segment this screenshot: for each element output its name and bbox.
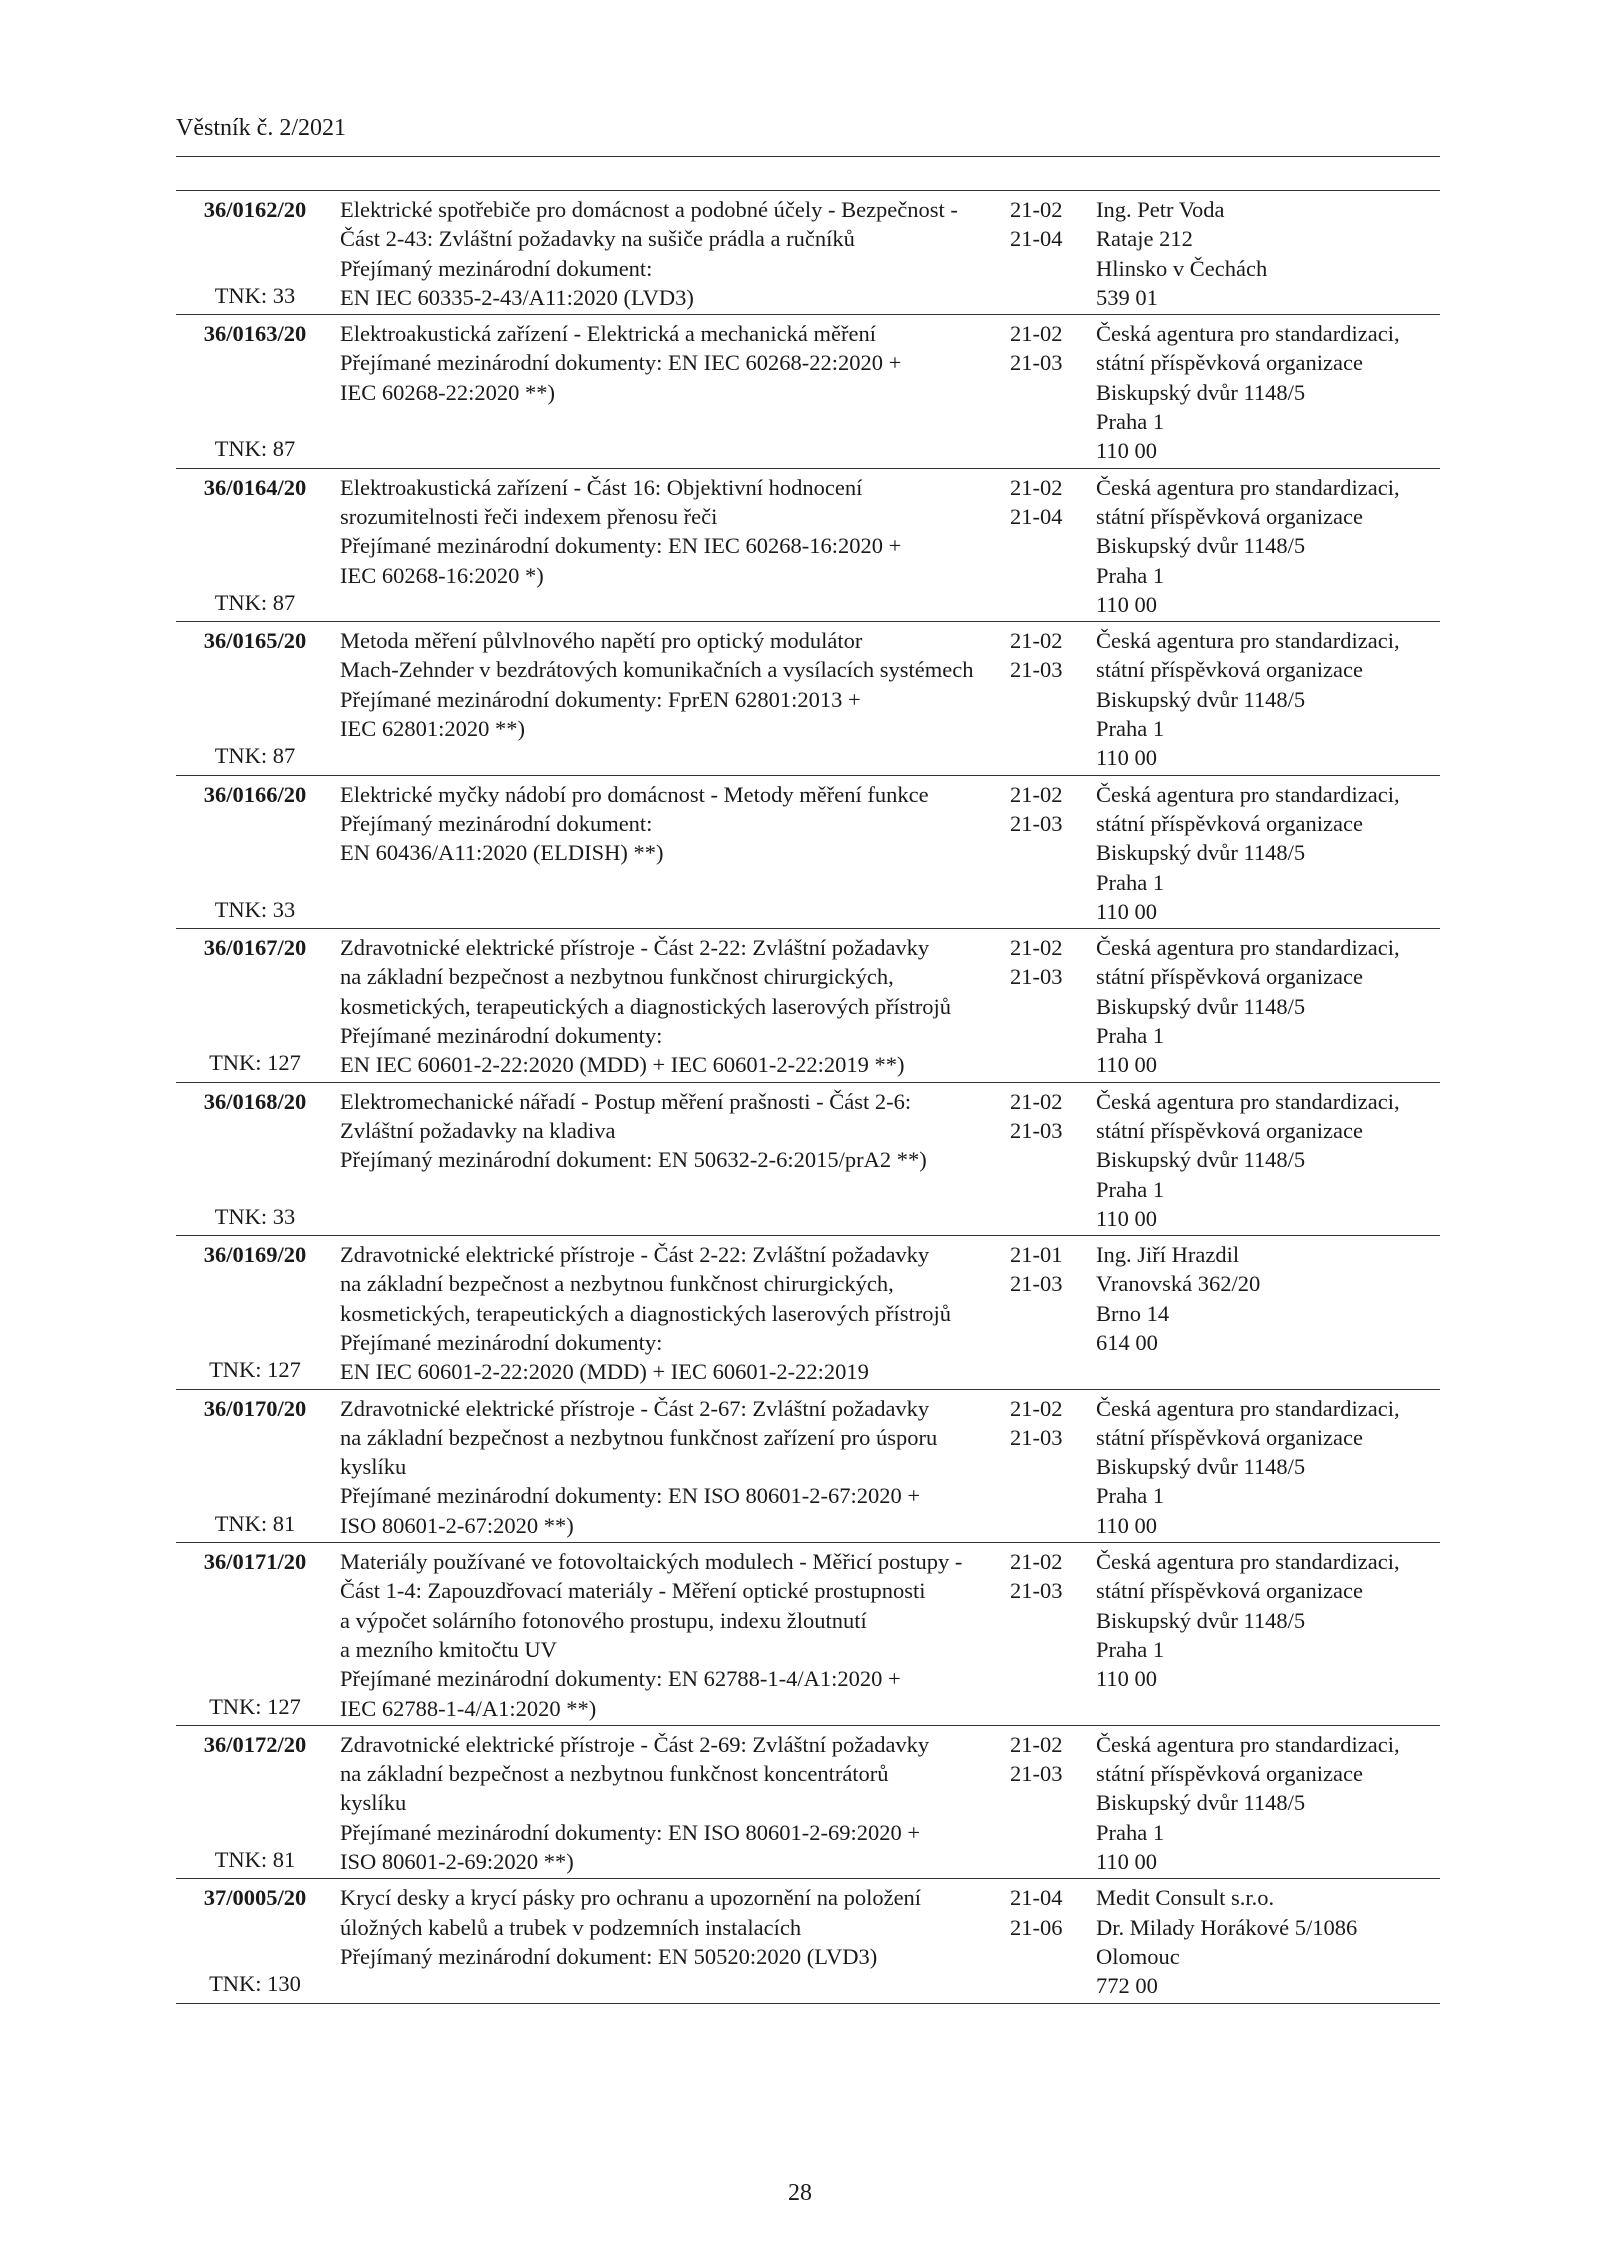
row-identifier-cell — [176, 1087, 320, 1233]
address-line: Praha 1 — [1096, 409, 1165, 435]
date-code: 21-02 — [1010, 1088, 1063, 1114]
description-line: Mach-Zehnder v bezdrátových komunikačních a vysílacích systémech — [340, 657, 974, 683]
description-line: Elektroakustická zařízení - Část 16: Objektivní hodnocení — [340, 474, 863, 500]
address-line: Biskupský dvůr 1148/5 — [1096, 379, 1306, 405]
address-line: Česká agentura pro standardizaci, — [1096, 1088, 1400, 1114]
row-identifier-cell — [176, 1240, 320, 1386]
document-number: 36/0162/20 — [203, 197, 307, 222]
description-line: Přejímané mezinárodní dokumenty: EN ISO 80601-2-69:2020 + — [340, 1819, 921, 1845]
address-line: Praha 1 — [1096, 562, 1165, 588]
description-line: kyslíku — [340, 1454, 407, 1480]
table-row — [176, 1083, 1440, 1236]
description-line: Přejímaný mezinárodní dokument: — [340, 255, 653, 281]
address-line: 110 00 — [1096, 1512, 1158, 1538]
address-line: Praha 1 — [1096, 1176, 1165, 1202]
description-line: Přejímané mezinárodní dokumenty: EN IEC 60268-16:2020 + — [340, 533, 902, 559]
table-row — [176, 776, 1440, 929]
description-line: IEC 62801:2020 **) — [340, 716, 525, 742]
description-line: Metoda měření půlvlnového napětí pro optický modulátor — [340, 628, 863, 654]
description-line: Zvláštní požadavky na kladiva — [340, 1117, 616, 1143]
description-line: Přejímané mezinárodní dokumenty: EN ISO 80601-2-67:2020 + — [340, 1483, 921, 1509]
address-line: Česká agentura pro standardizaci, — [1096, 781, 1400, 807]
address-line: Česká agentura pro standardizaci, — [1096, 1395, 1400, 1421]
date-code: 21-02 — [1010, 1549, 1063, 1575]
date-code: 21-03 — [1010, 810, 1063, 836]
dates-cell — [1000, 1087, 1092, 1233]
description-cell — [320, 1394, 1000, 1540]
date-code: 21-04 — [1010, 226, 1063, 252]
date-code: 21-02 — [1010, 935, 1063, 961]
date-code: 21-02 — [1010, 781, 1063, 807]
description-cell — [320, 195, 1000, 312]
address-line: 110 00 — [1096, 438, 1158, 464]
description-line: Přejímané mezinárodní dokumenty: — [340, 1329, 663, 1355]
address-line: Biskupský dvůr 1148/5 — [1096, 840, 1306, 866]
tnk-committee: TNK: 33 — [214, 282, 296, 308]
address-line: Česká agentura pro standardizaci, — [1096, 474, 1400, 500]
description-cell — [320, 1547, 1000, 1723]
description-line: ISO 80601-2-69:2020 **) — [340, 1849, 574, 1875]
row-identifier-cell — [176, 1883, 320, 2000]
processor-address-cell — [1092, 1547, 1440, 1723]
dates-cell — [1000, 626, 1092, 772]
table-row — [176, 1543, 1440, 1726]
row-identifier-cell — [176, 473, 320, 619]
table-row — [176, 1236, 1440, 1389]
address-line: Praha 1 — [1096, 1023, 1165, 1049]
row-identifier-cell — [176, 933, 320, 1079]
address-line: Dr. Milady Horákové 5/1086 — [1096, 1914, 1358, 1940]
row-identifier-cell — [176, 1547, 320, 1723]
processor-address-cell — [1092, 933, 1440, 1079]
address-line: 110 00 — [1096, 1205, 1158, 1231]
address-line: Brno 14 — [1096, 1300, 1170, 1326]
description-line: IEC 60268-22:2020 **) — [340, 379, 555, 405]
processor-address-cell — [1092, 780, 1440, 926]
date-code: 21-02 — [1010, 474, 1063, 500]
description-line: kyslíku — [340, 1790, 407, 1816]
dates-cell — [1000, 1240, 1092, 1386]
tnk-committee: TNK: 33 — [214, 1203, 296, 1229]
dates-cell — [1000, 195, 1092, 312]
tnk-committee: TNK: 127 — [209, 1357, 301, 1383]
processor-address-cell — [1092, 1883, 1440, 2000]
table-row — [176, 469, 1440, 622]
description-line: Elektromechanické nářadí - Postup měření prašnosti - Část 2-6: — [340, 1088, 912, 1114]
processor-address-cell — [1092, 1087, 1440, 1233]
row-identifier-cell — [176, 1730, 320, 1876]
description-line: a mezního kmitočtu UV — [340, 1636, 557, 1662]
row-identifier-cell — [176, 319, 320, 465]
date-code: 21-03 — [1010, 1578, 1063, 1604]
address-line: Medit Consult s.r.o. — [1096, 1885, 1275, 1911]
table-row — [176, 929, 1440, 1082]
address-line: 772 00 — [1096, 1973, 1158, 1999]
description-line: Elektrické myčky nádobí pro domácnost - Metody měření funkce — [340, 781, 929, 807]
table-row — [176, 191, 1440, 315]
address-line: státní příspěvková organizace — [1096, 657, 1363, 683]
table-row — [176, 622, 1440, 775]
description-line: ISO 80601-2-67:2020 **) — [340, 1512, 574, 1538]
description-line: na základní bezpečnost a nezbytnou funkčnost chirurgických, — [340, 1271, 894, 1297]
description-line: EN IEC 60601-2-22:2020 (MDD) + IEC 60601-2-22:2019 **) — [340, 1052, 905, 1078]
date-code: 21-02 — [1010, 628, 1063, 654]
tnk-committee: TNK: 127 — [209, 1050, 301, 1076]
description-line: Zdravotnické elektrické přístroje - Část 2-22: Zvláštní požadavky — [340, 935, 930, 961]
date-code: 21-04 — [1010, 1885, 1063, 1911]
document-number: 36/0168/20 — [203, 1088, 307, 1114]
description-line: IEC 60268-16:2020 *) — [340, 562, 544, 588]
date-code: 21-02 — [1010, 197, 1063, 222]
row-identifier-cell — [176, 195, 320, 312]
address-line: 110 00 — [1096, 1849, 1158, 1875]
address-line: 539 01 — [1096, 284, 1158, 310]
publication-title: Věstník č. 2/2021 — [176, 115, 346, 141]
address-line: Biskupský dvůr 1148/5 — [1096, 533, 1306, 559]
description-line: úložných kabelů a trubek v podzemních instalacích — [340, 1914, 802, 1940]
description-line: EN IEC 60601-2-22:2020 (MDD) + IEC 60601-2-22:2019 — [340, 1359, 869, 1385]
processor-address-cell — [1092, 626, 1440, 772]
dates-cell — [1000, 933, 1092, 1079]
description-line: Elektroakustická zařízení - Elektrická a mechanická měření — [340, 321, 876, 347]
description-line: na základní bezpečnost a nezbytnou funkčnost koncentrátorů — [340, 1761, 889, 1787]
description-line: na základní bezpečnost a nezbytnou funkčnost chirurgických, — [340, 964, 894, 990]
document-number: 37/0005/20 — [203, 1885, 307, 1911]
address-line: Biskupský dvůr 1148/5 — [1096, 686, 1306, 712]
table-row — [176, 1726, 1440, 1879]
description-line: Část 2-43: Zvláštní požadavky na sušiče prádla a ručníků — [340, 226, 855, 252]
address-line: 614 00 — [1096, 1329, 1158, 1355]
description-line: srozumitelnosti řeči indexem přenosu řeči — [340, 503, 718, 529]
tnk-committee: TNK: 127 — [209, 1693, 301, 1719]
description-cell — [320, 626, 1000, 772]
address-line: Biskupský dvůr 1148/5 — [1096, 1790, 1306, 1816]
description-line: Přejímané mezinárodní dokumenty: EN 62788-1-4/A1:2020 + — [340, 1666, 901, 1692]
processor-address-cell — [1092, 473, 1440, 619]
description-line: Přejímaný mezinárodní dokument: EN 50520:2020 (LVD3) — [340, 1943, 878, 1969]
standards-table — [176, 190, 1440, 2004]
processor-address-cell — [1092, 319, 1440, 465]
row-identifier-cell — [176, 626, 320, 772]
table-row — [176, 1390, 1440, 1543]
processor-address-cell — [1092, 195, 1440, 312]
address-line: 110 00 — [1096, 745, 1158, 771]
description-cell — [320, 780, 1000, 926]
date-code: 21-02 — [1010, 1395, 1063, 1421]
page-number: 28 — [788, 2180, 812, 2206]
address-line: Praha 1 — [1096, 869, 1165, 895]
description-line: Část 1-4: Zapouzdřovací materiály - Měření optické prostupnosti — [340, 1578, 926, 1604]
tnk-committee: TNK: 130 — [209, 1971, 301, 1997]
processor-address-cell — [1092, 1730, 1440, 1876]
description-line: na základní bezpečnost a nezbytnou funkčnost zařízení pro úsporu — [340, 1424, 938, 1450]
description-line: Zdravotnické elektrické přístroje - Část 2-22: Zvláštní požadavky — [340, 1242, 930, 1268]
address-line: Hlinsko v Čechách — [1096, 255, 1268, 281]
date-code: 21-03 — [1010, 1761, 1063, 1787]
document-number: 36/0167/20 — [203, 935, 307, 961]
date-code: 21-03 — [1010, 964, 1063, 990]
description-cell — [320, 1240, 1000, 1386]
description-line: Přejímané mezinárodní dokumenty: — [340, 1023, 663, 1049]
dates-cell — [1000, 319, 1092, 465]
row-identifier-cell — [176, 780, 320, 926]
address-line: státní příspěvková organizace — [1096, 810, 1363, 836]
address-line: státní příspěvková organizace — [1096, 1761, 1363, 1787]
description-cell — [320, 933, 1000, 1079]
tnk-committee: TNK: 33 — [214, 896, 296, 922]
date-code: 21-03 — [1010, 657, 1063, 683]
address-line: státní příspěvková organizace — [1096, 1424, 1363, 1450]
date-code: 21-01 — [1010, 1242, 1063, 1268]
description-line: EN 60436/A11:2020 (ELDISH) **) — [340, 840, 664, 866]
page-header — [176, 112, 1440, 157]
document-number: 36/0169/20 — [203, 1242, 307, 1268]
address-line: Biskupský dvůr 1148/5 — [1096, 1454, 1306, 1480]
description-line: EN IEC 60335-2-43/A11:2020 (LVD3) — [340, 284, 694, 310]
address-line: Biskupský dvůr 1148/5 — [1096, 993, 1306, 1019]
dates-cell — [1000, 780, 1092, 926]
description-line: IEC 62788-1-4/A1:2020 **) — [340, 1695, 597, 1721]
address-line: Česká agentura pro standardizaci, — [1096, 321, 1400, 347]
tnk-committee: TNK: 81 — [214, 1847, 296, 1873]
document-number: 36/0163/20 — [203, 321, 307, 347]
address-line: Biskupský dvůr 1148/5 — [1096, 1147, 1306, 1173]
date-code: 21-03 — [1010, 1424, 1063, 1450]
address-line: státní příspěvková organizace — [1096, 1117, 1363, 1143]
tnk-committee: TNK: 81 — [214, 1510, 296, 1536]
address-line: Praha 1 — [1096, 1819, 1165, 1845]
description-cell — [320, 473, 1000, 619]
description-line: Zdravotnické elektrické přístroje - Část 2-67: Zvláštní požadavky — [340, 1395, 930, 1421]
address-line: Česká agentura pro standardizaci, — [1096, 628, 1400, 654]
address-line: 110 00 — [1096, 898, 1158, 924]
description-line: Přejímané mezinárodní dokumenty: FprEN 62801:2013 + — [340, 686, 861, 712]
date-code: 21-04 — [1010, 503, 1063, 529]
row-identifier-cell — [176, 1394, 320, 1540]
address-line: Česká agentura pro standardizaci, — [1096, 1731, 1400, 1757]
address-line: státní příspěvková organizace — [1096, 964, 1363, 990]
description-line: kosmetických, terapeutických a diagnostických laserových přístrojů — [340, 1300, 952, 1326]
address-line: Ing. Jiří Hrazdil — [1096, 1242, 1240, 1268]
tnk-committee: TNK: 87 — [214, 436, 296, 462]
address-line: státní příspěvková organizace — [1096, 350, 1363, 376]
date-code: 21-02 — [1010, 1731, 1063, 1757]
address-line: 110 00 — [1096, 1666, 1158, 1692]
description-line: Krycí desky a krycí pásky pro ochranu a upozornění na položení — [340, 1885, 922, 1911]
description-line: kosmetických, terapeutických a diagnostických laserových přístrojů — [340, 993, 952, 1019]
description-line: Přejímaný mezinárodní dokument: — [340, 810, 653, 836]
dates-cell — [1000, 1883, 1092, 2000]
date-code: 21-02 — [1010, 321, 1063, 347]
document-number: 36/0170/20 — [203, 1395, 307, 1421]
description-line: Přejímané mezinárodní dokumenty: EN IEC 60268-22:2020 + — [340, 350, 902, 376]
address-line: státní příspěvková organizace — [1096, 1578, 1363, 1604]
description-line: Přejímaný mezinárodní dokument: EN 50632-2-6:2015/prA2 **) — [340, 1147, 927, 1173]
description-cell — [320, 319, 1000, 465]
address-line: 110 00 — [1096, 1052, 1158, 1078]
document-number: 36/0172/20 — [203, 1731, 307, 1757]
address-line: Praha 1 — [1096, 1636, 1165, 1662]
address-line: Biskupský dvůr 1148/5 — [1096, 1607, 1306, 1633]
tnk-committee: TNK: 87 — [214, 589, 296, 615]
address-line: 110 00 — [1096, 591, 1158, 617]
description-cell — [320, 1087, 1000, 1233]
date-code: 21-06 — [1010, 1914, 1063, 1940]
processor-address-cell — [1092, 1240, 1440, 1386]
date-code: 21-03 — [1010, 1271, 1063, 1297]
description-line: Zdravotnické elektrické přístroje - Část 2-69: Zvláštní požadavky — [340, 1731, 930, 1757]
document-number: 36/0166/20 — [203, 781, 307, 807]
address-line: Česká agentura pro standardizaci, — [1096, 935, 1400, 961]
address-line: Ing. Petr Voda — [1096, 197, 1225, 222]
dates-cell — [1000, 473, 1092, 619]
dates-cell — [1000, 1547, 1092, 1723]
processor-address-cell — [1092, 1394, 1440, 1540]
description-line: a výpočet solárního fotonového prostupu, indexu žloutnutí — [340, 1607, 867, 1633]
address-line: Olomouc — [1096, 1943, 1180, 1969]
description-cell — [320, 1883, 1000, 2000]
address-line: Vranovská 362/20 — [1096, 1271, 1261, 1297]
document-number: 36/0164/20 — [203, 474, 307, 500]
date-code: 21-03 — [1010, 350, 1063, 376]
description-cell — [320, 1730, 1000, 1876]
description-line: Materiály používané ve fotovoltaických modulech - Měřicí postupy - — [340, 1549, 963, 1575]
dates-cell — [1000, 1730, 1092, 1876]
description-line: Elektrické spotřebiče pro domácnost a podobné účely - Bezpečnost - — [340, 197, 958, 222]
dates-cell — [1000, 1394, 1092, 1540]
document-number: 36/0165/20 — [203, 628, 307, 654]
address-line: Praha 1 — [1096, 716, 1165, 742]
address-line: Praha 1 — [1096, 1483, 1165, 1509]
address-line: Rataje 212 — [1096, 226, 1193, 252]
date-code: 21-03 — [1010, 1117, 1063, 1143]
table-row — [176, 315, 1440, 468]
address-line: státní příspěvková organizace — [1096, 503, 1363, 529]
table-row — [176, 1879, 1440, 2003]
document-number: 36/0171/20 — [203, 1549, 307, 1575]
tnk-committee: TNK: 87 — [214, 743, 296, 769]
address-line: Česká agentura pro standardizaci, — [1096, 1549, 1400, 1575]
